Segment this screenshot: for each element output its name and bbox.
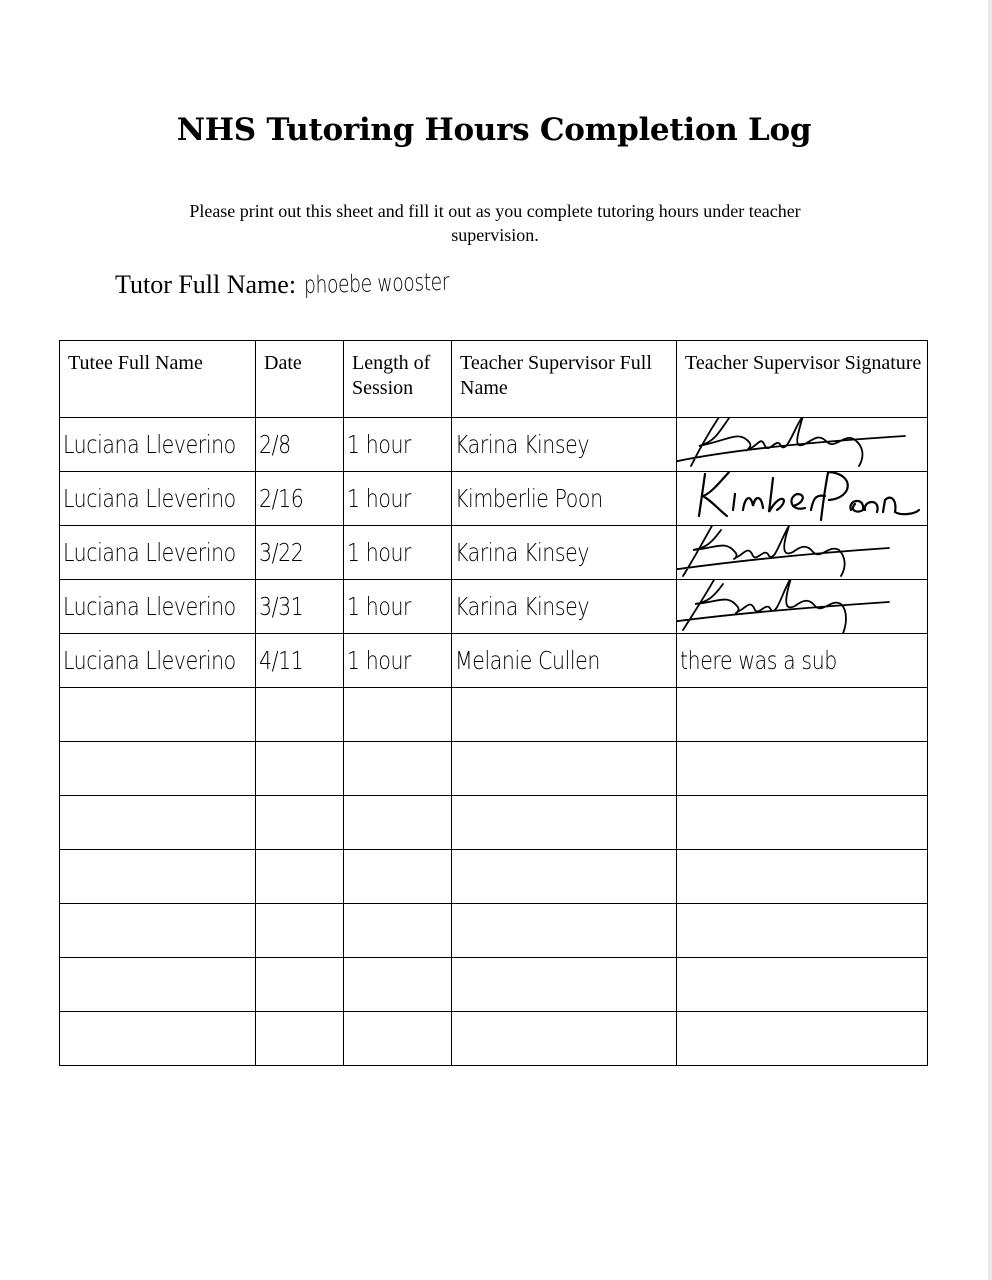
signature-cell [677, 958, 928, 1012]
tutee-cell [60, 796, 256, 850]
signature-cell [677, 526, 928, 580]
header-teacher-signature: Teacher Supervisor Signature [677, 341, 928, 418]
length-cell [344, 742, 452, 796]
signature-cell [677, 688, 928, 742]
date-cell [256, 418, 344, 472]
tutee-name: Luciana Lleverino [63, 592, 236, 621]
instructions-text: Please print out this sheet and fill it out as you complete tutoring hours under teacher supervision. [189, 201, 801, 245]
teacher-cell [452, 526, 677, 580]
tutee-name: Luciana Lleverino [63, 484, 236, 513]
session-date: 4/11 [259, 646, 304, 675]
tutor-name-line [115, 267, 490, 300]
tutee-cell [60, 472, 256, 526]
teacher-cell [452, 1012, 677, 1066]
teacher-name: Karina Kinsey [455, 538, 590, 567]
session-length: 1 hour [347, 538, 412, 567]
teacher-cell [452, 688, 677, 742]
length-cell [344, 472, 452, 526]
teacher-cell [452, 742, 677, 796]
tutee-cell [60, 850, 256, 904]
session-date: 2/8 [259, 430, 291, 459]
page-title: NHS Tutoring Hours Completion Log [176, 112, 812, 148]
signature-cell [677, 850, 928, 904]
date-cell [256, 580, 344, 634]
date-cell [256, 1012, 344, 1066]
teacher-cell [452, 634, 677, 688]
teacher-name: Kimberlie Poon [455, 484, 603, 513]
header-date: Date [256, 341, 344, 418]
table-row [60, 688, 928, 742]
date-cell [256, 796, 344, 850]
tutee-cell [60, 742, 256, 796]
date-cell [256, 526, 344, 580]
date-cell [256, 472, 344, 526]
table-row [60, 418, 928, 472]
session-date: 2/16 [259, 484, 304, 513]
teacher-cell [452, 472, 677, 526]
session-length: 1 hour [347, 592, 412, 621]
table-row [60, 796, 928, 850]
length-cell [344, 418, 452, 472]
signature-image [677, 526, 910, 580]
date-cell [256, 742, 344, 796]
page-edge [988, 0, 992, 1280]
date-cell [256, 634, 344, 688]
tutee-cell [60, 526, 256, 580]
tutee-cell [60, 580, 256, 634]
teacher-name: Melanie Cullen [455, 646, 600, 675]
session-date: 3/31 [259, 592, 304, 621]
teacher-name: Karina Kinsey [455, 430, 590, 459]
table-row [60, 472, 928, 526]
hours-log-table [59, 340, 928, 1066]
teacher-cell [452, 418, 677, 472]
length-cell [344, 796, 452, 850]
date-cell [256, 958, 344, 1012]
header-tutee-name: Tutee Full Name [60, 341, 256, 418]
table-header-row [60, 341, 928, 418]
table-row [60, 742, 928, 796]
signature-cell [677, 634, 928, 688]
length-cell [344, 850, 452, 904]
session-length: 1 hour [347, 430, 412, 459]
signature-cell [677, 742, 928, 796]
length-cell [344, 526, 452, 580]
date-cell [256, 850, 344, 904]
teacher-cell [452, 580, 677, 634]
teacher-cell [452, 904, 677, 958]
date-cell [256, 904, 344, 958]
length-cell [344, 904, 452, 958]
signature-cell [677, 418, 928, 472]
session-length: 1 hour [347, 484, 412, 513]
tutor-name-value: phoebe wooster [303, 267, 450, 299]
tutor-name-label: Tutor Full Name: [115, 270, 297, 299]
length-cell [344, 580, 452, 634]
tutee-name: Luciana Lleverino [63, 538, 236, 567]
table-row [60, 580, 928, 634]
table-row [60, 904, 928, 958]
signature-image [677, 580, 910, 634]
length-cell [344, 688, 452, 742]
tutee-cell [60, 418, 256, 472]
header-length: Length of Session [344, 341, 452, 418]
teacher-cell [452, 796, 677, 850]
tutee-name: Luciana Lleverino [63, 430, 236, 459]
header-teacher-name: Teacher Supervisor Full Name [452, 341, 677, 418]
signature-cell [677, 796, 928, 850]
signature-cell [677, 904, 928, 958]
session-date: 3/22 [259, 538, 304, 567]
signature-image [677, 418, 910, 472]
teacher-cell [452, 850, 677, 904]
tutee-cell [60, 958, 256, 1012]
date-cell [256, 688, 344, 742]
signature-note: there was a sub [680, 646, 837, 675]
table-row [60, 526, 928, 580]
teacher-cell [452, 958, 677, 1012]
signature-cell [677, 472, 928, 526]
table-row [60, 1012, 928, 1066]
session-length: 1 hour [347, 646, 412, 675]
length-cell [344, 1012, 452, 1066]
tutee-name: Luciana Lleverino [63, 646, 236, 675]
signature-cell [677, 580, 928, 634]
tutee-cell [60, 634, 256, 688]
signature-image [677, 472, 920, 526]
tutee-cell [60, 688, 256, 742]
table-row [60, 634, 928, 688]
table-row [60, 850, 928, 904]
teacher-name: Karina Kinsey [455, 592, 590, 621]
tutee-cell [60, 1012, 256, 1066]
tutee-cell [60, 904, 256, 958]
table-row [60, 958, 928, 1012]
length-cell [344, 634, 452, 688]
signature-cell [677, 1012, 928, 1066]
length-cell [344, 958, 452, 1012]
